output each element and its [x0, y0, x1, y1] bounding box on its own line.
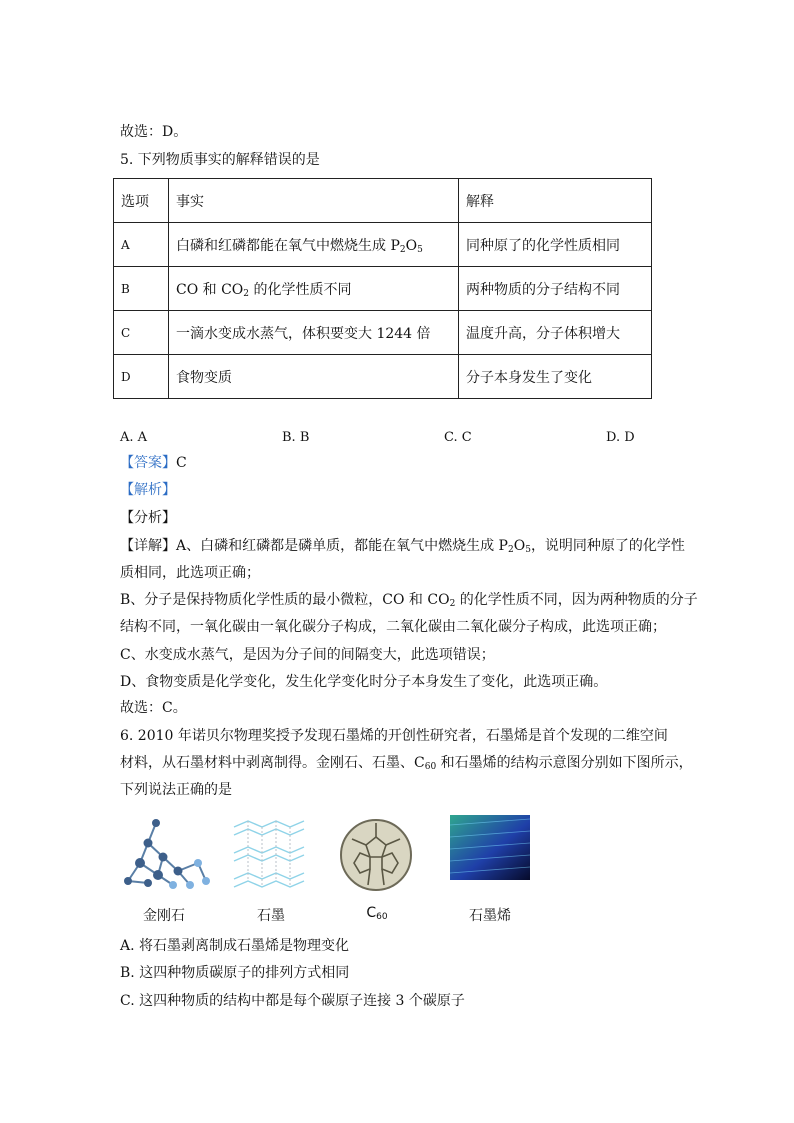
answer-value: C [176, 455, 187, 471]
diamond-structure-image [118, 815, 213, 895]
option-c: C. C [444, 430, 472, 445]
c60-caption-sub: 60 [376, 912, 388, 922]
graphene-caption: 石墨烯 [469, 908, 511, 924]
detail-text: B、分子是保持物质化学性质的最小微粒，CO 和 CO [120, 592, 450, 608]
detail-b-line-1 [120, 590, 698, 614]
row-explanation: 分子本身发生了变化 [459, 355, 652, 399]
subscript: 5 [417, 244, 423, 255]
header-option: 选项 [114, 179, 169, 223]
table-row [114, 311, 652, 355]
subscript: 2 [399, 244, 406, 255]
q6-option-a: A. 将石墨剥离制成石墨烯是物理变化 [120, 938, 350, 954]
question-5-stem: 5. 下列物质事实的解释错误的是 [120, 152, 320, 168]
subscript: 2 [449, 599, 456, 609]
detail-text: A、白磷和红磷都是磷单质，都能在氧气中燃烧生成 P [176, 538, 508, 554]
detail-tag: 【详解】 [120, 538, 176, 554]
row-fact [169, 223, 459, 267]
previous-answer-line: 故选：D。 [120, 124, 188, 140]
option-a: A. A [120, 430, 148, 445]
graphite-structure-image [230, 815, 310, 895]
fenxi-tag: 【分析】 [120, 510, 176, 526]
subscript: 5 [525, 545, 531, 555]
row-explanation: 温度升高，分子体积增大 [459, 311, 652, 355]
option-d: D. D [606, 430, 635, 445]
detail-text: ，说明同种原了的化学性 [530, 538, 685, 554]
header-explanation: 解释 [459, 179, 652, 223]
detail-text: 的化学性质不同，因为两种物质的分子 [455, 592, 698, 608]
c60-structure-image [336, 815, 416, 895]
detail-d-line: D、食物变质是化学变化，发生化学变化时分子本身发生了变化，此选项正确。 [120, 674, 608, 690]
table-row [114, 355, 652, 399]
row-option: A [114, 223, 169, 267]
graphene-structure-image [450, 815, 530, 880]
detail-a-line-2: 质相同，此选项正确； [120, 565, 260, 581]
question-6-line-2 [120, 753, 693, 777]
row-explanation: 同种原了的化学性质相同 [459, 223, 652, 267]
c60-caption [327, 905, 427, 922]
jiexi-tag: 【解析】 [120, 482, 176, 498]
fact-text: O [405, 237, 418, 254]
row-option: C [114, 311, 169, 355]
table-row [114, 267, 652, 311]
table-header-row [114, 179, 652, 223]
header-fact: 事实 [169, 179, 459, 223]
subscript: 2 [507, 545, 514, 555]
detail-text: O [513, 538, 526, 554]
subscript: 2 [243, 288, 250, 299]
detail-c-line: C、水变成水蒸气，是因为分子间的间隔变大，此选项错误； [120, 647, 495, 663]
table-row [114, 223, 652, 267]
detail-b-line-2: 结构不同，一氧化碳由一氧化碳分子构成，二氧化碳由二氧化碳分子构成，此选项正确； [120, 619, 666, 635]
q6-option-c: C. 这四种物质的结构中都是每个碳原子连接 3 个碳原子 [120, 993, 465, 1009]
row-explanation: 两种物质的分子结构不同 [459, 267, 652, 311]
diamond-caption: 金刚石 [143, 908, 185, 924]
c60-caption-main: C [366, 905, 377, 921]
answer-line [120, 453, 187, 473]
fact-text: 的化学性质不同 [249, 281, 352, 298]
row-fact [169, 267, 459, 311]
question-6-line-3: 下列说法正确的是 [120, 782, 232, 798]
question-6-line-1: 6. 2010 年诺贝尔物理奖授予发现石墨烯的开创性研究者，石墨烯是首个发现的二维空间 [120, 728, 668, 744]
row-option: B [114, 267, 169, 311]
q6-option-b: B. 这四种物质碳原子的排列方式相同 [120, 965, 350, 981]
conclusion-line: 故选：C。 [120, 700, 187, 716]
fact-text: CO 和 CO [176, 281, 244, 298]
subscript: 60 [424, 762, 437, 772]
fact-text: 白磷和红磷都能在氧气中燃烧生成 P [176, 237, 400, 254]
graphite-caption: 石墨 [257, 908, 285, 924]
option-b: B. B [282, 430, 310, 445]
row-option: D [114, 355, 169, 399]
q6-text: 和石墨烯的结构示意图分别如下图所示， [436, 755, 693, 771]
row-fact: 食物变质 [169, 355, 459, 399]
question-5-table [113, 178, 652, 399]
carbon-structures-figure [118, 815, 538, 930]
row-fact: 一滴水变成水蒸气，体积要变大 1244 倍 [169, 311, 459, 355]
q6-text: 材料，从石墨材料中剥离制得。金刚石、石墨、C [120, 755, 425, 771]
detail-a-line-1 [120, 536, 685, 560]
answer-tag: 【答案】 [120, 455, 176, 471]
question-5-options [120, 430, 640, 450]
